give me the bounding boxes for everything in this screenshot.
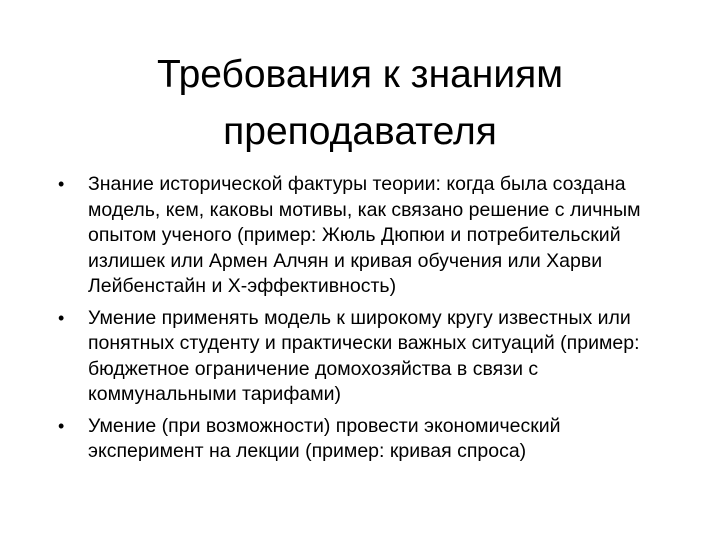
bullet-text: Знание исторической фактуры теории: когда была создана модель, кем, каковы мотивы, как связано решение с личным опытом ученого (пример: Жюль Дюпюи и потребительский излишек или Армен Алчян и кривая обучения или Харви Лейбенстайн и X-эффективность) [88,173,641,297]
bullet-item-1 [56,172,676,300]
bullet-text: Умение (при возможности) провести экономический эксперимент на лекции (пример: кривая спроса) [88,414,561,462]
bullet-marker: • [58,307,65,328]
bullet-marker: • [58,415,65,436]
bullet-item-2 [56,306,676,408]
slide-title: Требования к знаниям преподавателя [156,53,564,153]
bullet-list [56,172,676,471]
bullet-item-3 [56,414,676,465]
bullet-text: Умение применять модель к широкому кругу известных или понятных студенту и практически важных ситуаций (пример: бюджетное ограничение домохозяйства в связи с коммунальными тарифами) [88,306,640,405]
bullet-marker: • [58,174,65,194]
